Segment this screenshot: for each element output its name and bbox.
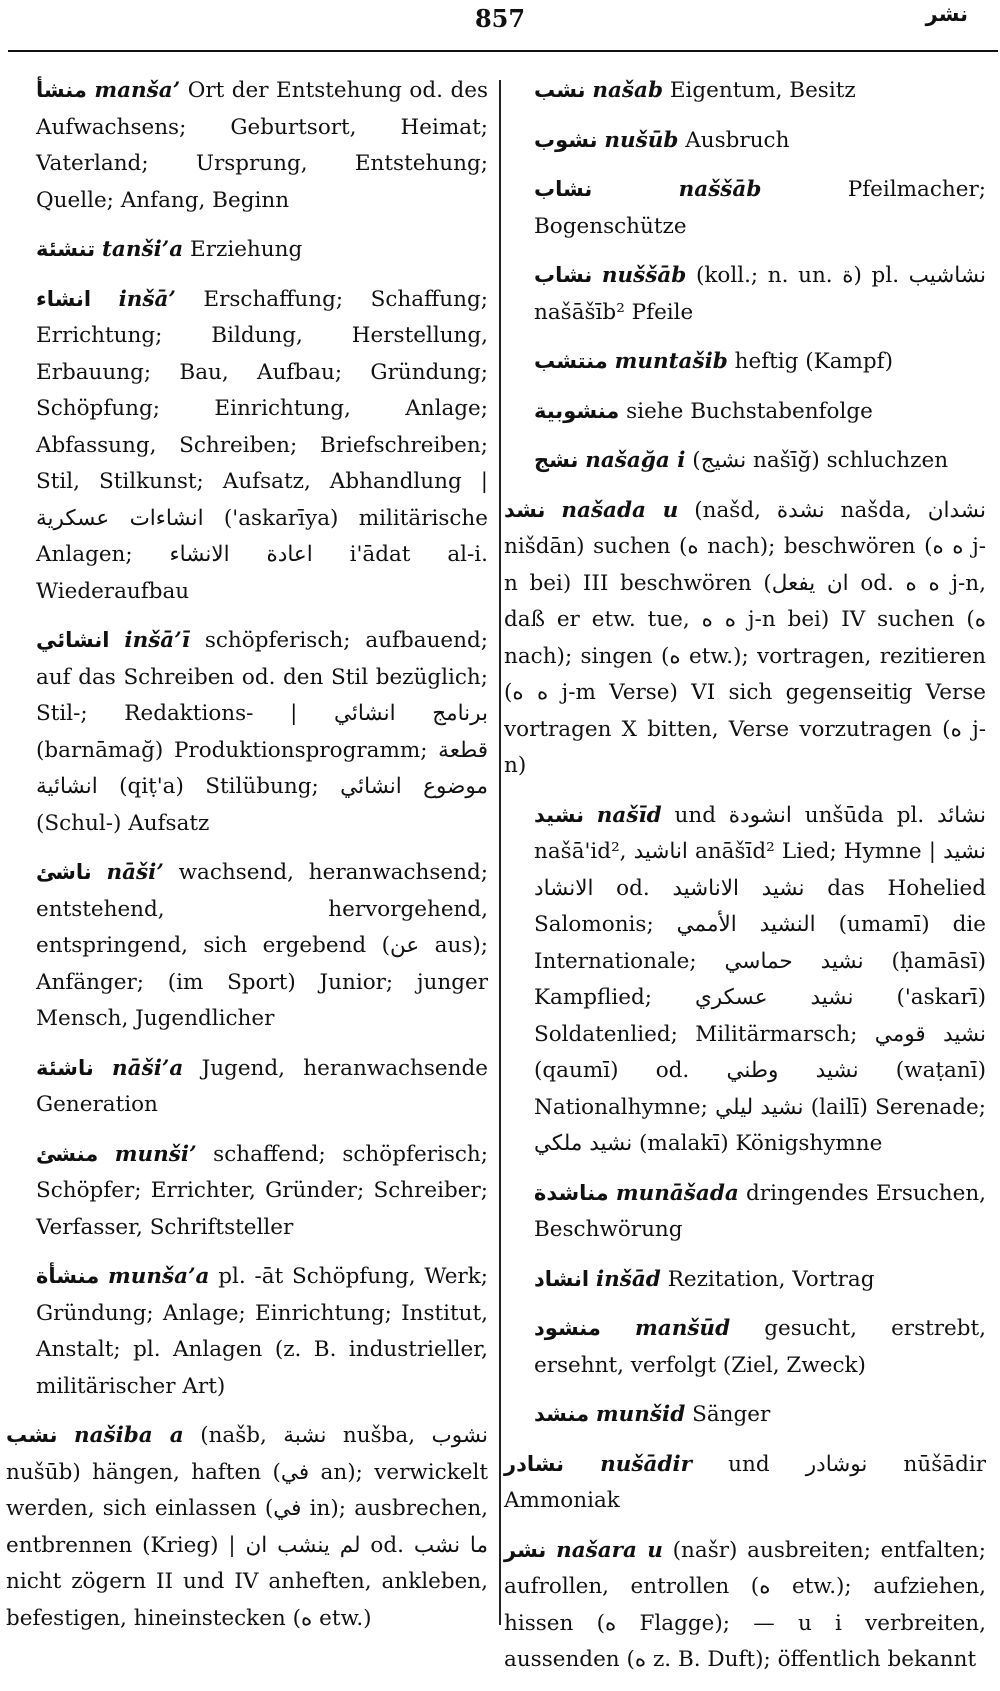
dictionary-entry [36, 231, 488, 269]
entry-definition: Jugend, heranwachsende Generation [36, 1055, 488, 1117]
entry-transliteration: naššāb [678, 177, 762, 202]
entry-arabic: منشوبية [534, 398, 620, 423]
dictionary-entry [36, 281, 488, 611]
entry-definition: Erschaffung; Schaffung; Errichtung; Bildung, Herstellung, Erbauung; Bau, Aufbau; Gründung; Schöpfung; Einrichtung, Anlage; Abfassung, Schreiben; Briefschreiben; Stil, Stilkunst; Aufsatz, Abhandlung | انشاءات عسكرية ('askarīya) militärische Anlagen; اعادة الانشاء i'ādat al-i. Wiederaufbau [36, 286, 488, 604]
entry-arabic: منشأ [36, 78, 87, 102]
dictionary-entry [36, 854, 488, 1038]
entry-definition: gesucht, erstrebt, ersehnt, verfolgt (Ziel, Zweck) [534, 1316, 986, 1378]
entry-arabic: نشج [534, 448, 579, 472]
entry-arabic: نشادر [504, 1451, 565, 1476]
entry-definition: (našr) ausbreiten; entfalten; aufrollen, entrollen (ه etw.); aufziehen, hissen (ه Flagge); — u i verbreiten, aussenden (ه z. B. Duft); öffentlich bekannt [504, 1537, 986, 1672]
dictionary-entry [534, 72, 986, 110]
entry-transliteration: inšā’ī [124, 628, 190, 653]
dictionary-entry [534, 442, 986, 480]
entry-transliteration: manša’ [94, 78, 181, 103]
entry-arabic: تنشئة [36, 237, 96, 261]
entry-definition: (koll.; n. un. ة) pl. نشاشيب našāšīb² Pfeile [534, 263, 986, 325]
entry-transliteration: našiba a [73, 1423, 184, 1448]
entry-transliteration: manšūd [635, 1316, 731, 1341]
entry-definition: siehe Buchstabenfolge [626, 398, 873, 424]
dictionary-entry [534, 1310, 986, 1384]
entry-arabic: منشئ [36, 1141, 99, 1166]
dictionary-entry [534, 797, 986, 1163]
entry-arabic: انشاء [36, 286, 92, 311]
dictionary-entry [534, 171, 986, 245]
entry-transliteration: nuššāb [601, 263, 687, 288]
entry-definition: wachsend, heranwachsend; entstehend, hervorgehend, entspringend, sich ergebend (عن aus); Anfänger; (im Sport) Junior; junger Mensch, Jugendlicher [36, 860, 488, 1031]
column-divider [499, 80, 501, 1625]
entry-arabic: نشب [534, 78, 586, 102]
entry-definition: (našb, نشبة nušba, نشوب nušūb) hängen, haften (في an); verwickelt werden, sich einlassen (في in); ausbrechen, entbrennen (Krieg) | لم ينشب ان od. ما نشب nicht zögern II und IV anheften, ankleben, befestigen, hineinstecken (ه etw.) [6, 1423, 489, 1631]
entry-definition: (نشيج našīğ) schluchzen [692, 448, 949, 473]
entry-arabic: نشاب [534, 177, 593, 201]
dictionary-entry [36, 622, 488, 842]
entry-transliteration: našab [592, 78, 663, 103]
entry-arabic: منشد [534, 1402, 590, 1426]
dictionary-entry [36, 1258, 488, 1405]
right-column [504, 72, 987, 1691]
entry-definition: heftig (Kampf) [734, 349, 894, 374]
dictionary-entry [534, 1261, 986, 1299]
entry-transliteration: munša’a [108, 1264, 210, 1289]
entry-arabic: منشأة [36, 1264, 100, 1288]
entry-transliteration: nāši’ [106, 860, 164, 885]
dictionary-entry [534, 1396, 986, 1434]
dictionary-entry [6, 1417, 488, 1637]
entry-arabic: نشوب [534, 127, 598, 152]
entry-transliteration: munāšada [615, 1180, 739, 1206]
entry-arabic: نشر [504, 1537, 547, 1562]
entry-transliteration: munši’ [114, 1141, 197, 1167]
entry-definition: Sänger [692, 1402, 771, 1427]
entry-arabic: انشاد [534, 1266, 590, 1291]
dictionary-entry [534, 393, 986, 431]
entry-transliteration: našīd [596, 802, 662, 828]
dictionary-entry [36, 1050, 488, 1124]
running-head: نشر [925, 2, 968, 26]
entry-definition: Eigentum, Besitz [669, 78, 856, 103]
dictionary-entry [534, 1175, 986, 1249]
dictionary-entry [36, 72, 488, 219]
entry-definition: schöpferisch; aufbauend; auf das Schreiben od. den Stil bezüglich; Stil-; Redaktions- | برنامج انشائي (barnāmağ) Produktionsprogramm; قطعة انشائية (qiṭ'a) Stilübung; موضوع انشائي (Schul-) Aufsatz [36, 628, 488, 836]
entry-arabic: ناشئ [36, 860, 92, 884]
dictionary-entry [504, 1446, 986, 1520]
entry-transliteration: inšād [595, 1266, 661, 1292]
entry-arabic: مناشدة [534, 1180, 609, 1205]
entry-definition: Rezitation, Vortrag [667, 1266, 875, 1292]
entry-definition: Ort der Entstehung od. des Aufwachsens; Geburtsort, Heimat; Vaterland; Ursprung, Entstehung; Quelle; Anfang, Beginn [36, 78, 488, 213]
entry-definition: (našd, نشدة našda, نشدان nišdān) suchen (ه nach); beschwören (ه ه j-n bei) III beschwören (ان يفعل od. ه ه j-n, daß er etw. tue, ه ه j-n bei) IV suchen (ه nach); singen (ه etw.); vortragen, rezitieren (ه ه j-m Verse) VI sich gegenseitig Verse vortragen X bitten, Verse vorzutragen (ه j-n) [504, 497, 987, 778]
entry-arabic: نشد [504, 497, 546, 522]
dictionary-entry [504, 1532, 986, 1679]
dictionary-entry [504, 492, 986, 785]
entry-transliteration: tanši’a [101, 237, 184, 262]
entry-transliteration: našada u [561, 497, 679, 523]
left-column [6, 72, 489, 1649]
entry-arabic: نشاب [534, 263, 593, 287]
entry-definition: und انشودة unšūda pl. نشائد našā'id², اناشيد anāšīd² Lied; Hymne | نشيد الانشاد od. نشيد الاناشيد das Hohelied Salomonis; النشيد الأممي (umamī) die Internationale; نشيد حماسي (ḥamāsī) Kampflied; نشيد عسكري ('askarī) Soldatenlied; Militärmarsch; نشيد قومي (qaumī) od. نشيد وطني (waṭanī) Nationalhymne; نشيد ليلي (lailī) Serenade; نشيد ملكي (malakī) Königshymne [534, 802, 987, 1156]
entry-arabic: منتشب [534, 349, 608, 373]
entry-transliteration: nušūb [604, 127, 679, 153]
entry-transliteration: muntašib [614, 349, 728, 374]
entry-definition: dringendes Ersuchen, Beschwörung [534, 1180, 986, 1242]
dictionary-entry [36, 1136, 488, 1247]
entry-transliteration: inšā’ [118, 286, 176, 312]
entry-transliteration: munšid [595, 1402, 686, 1427]
dictionary-entry [534, 343, 986, 381]
entry-definition: schaffend; schöpferisch; Schöpfer; Errichter, Gründer; Schreiber; Verfasser, Schriftsteller [36, 1141, 488, 1240]
entry-transliteration: našağa i [585, 448, 686, 473]
entry-arabic: ناشئة [36, 1055, 94, 1080]
page-header [0, 0, 1000, 50]
entry-arabic: منشود [534, 1316, 601, 1340]
entry-definition: Erziehung [190, 237, 303, 262]
entry-definition: Ausbruch [685, 127, 790, 153]
entry-transliteration: nāši’a [112, 1055, 184, 1081]
page-number: 857 [474, 4, 526, 33]
entry-definition: und نوشادر nūšādir Ammoniak [504, 1451, 986, 1513]
entry-arabic: انشائي [36, 628, 110, 652]
dictionary-entry [534, 122, 986, 160]
entry-transliteration: našara u [556, 1537, 663, 1563]
entry-transliteration: nušādir [600, 1451, 692, 1477]
dictionary-entry [534, 257, 986, 331]
entry-arabic: نشب [6, 1423, 58, 1447]
entry-definition: Pfeilmacher; Bogenschütze [534, 177, 986, 239]
header-rule [8, 50, 998, 52]
entry-arabic: نشيد [534, 802, 584, 827]
entry-definition: pl. -āt Schöpfung, Werk; Gründung; Anlage; Einrichtung; Institut, Anstalt; pl. Anlagen (z. B. industrieller, militärischer Art) [36, 1264, 488, 1399]
